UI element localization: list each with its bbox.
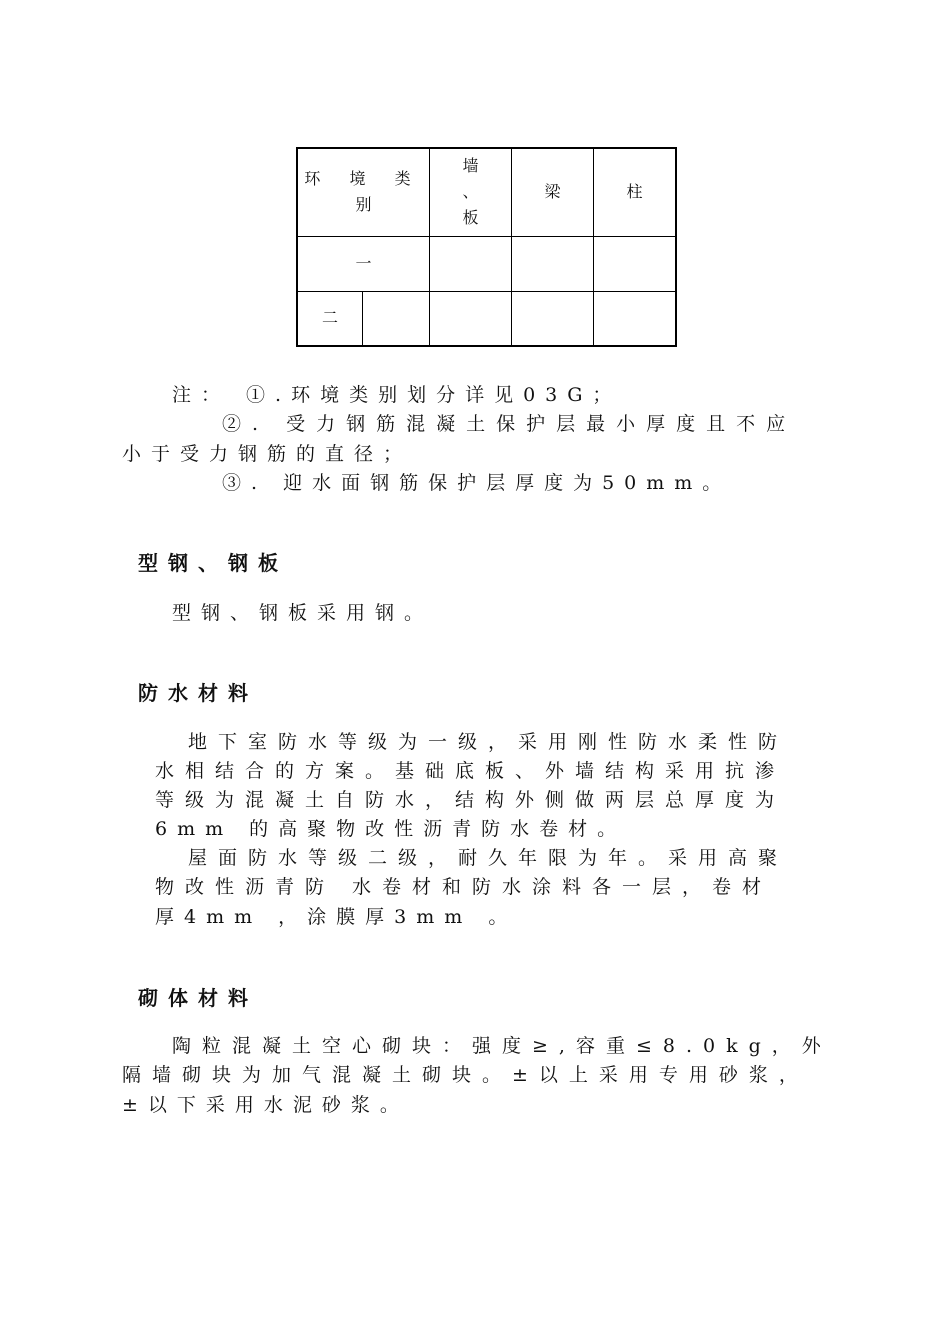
note-line-1: 注： ①.环境类别划分详见03G； <box>172 384 622 406</box>
row-2-cell <box>512 291 594 346</box>
masonry-line1: 陶粒混凝土空心砌块：强度≥,容重≤8.0kg，外 <box>172 1035 832 1057</box>
row-1-cell <box>594 236 677 291</box>
row-1-cell <box>430 236 512 291</box>
header-wall-line1: 墙 <box>462 156 479 176</box>
header-env-category <box>297 148 430 236</box>
header-column: 柱 <box>594 148 677 236</box>
waterproof-p1-line4: 6mm 的高聚物改性沥青防水卷材。 <box>155 818 627 840</box>
row-2-cell <box>594 291 677 346</box>
header-env-line2: 别 <box>355 195 372 215</box>
section-heading-waterproof: 防水材料 <box>138 681 258 705</box>
row-1-label: 一 <box>297 236 430 291</box>
cover-thickness-table <box>296 147 677 347</box>
section-heading-masonry: 砌体材料 <box>138 986 258 1010</box>
waterproof-p1-line1: 地下室防水等级为一级，采用刚性防水柔性防 <box>188 731 789 753</box>
row-2-cell <box>363 291 430 346</box>
row-2-label: 二 <box>297 291 363 346</box>
header-beam: 梁 <box>512 148 594 236</box>
note-line-3: 小于受力钢筋的直径； <box>122 443 413 465</box>
waterproof-p2-line1: 屋面防水等级二级，耐久年限为年。采用高聚 <box>188 847 789 869</box>
row-1-cell <box>512 236 594 291</box>
section-body-steel: 型钢、钢板采用钢。 <box>172 602 434 624</box>
header-wall-line3: 板 <box>462 208 479 228</box>
header-wall-slab <box>430 148 512 236</box>
row-2-cell <box>430 291 512 346</box>
section-heading-steel: 型钢、钢板 <box>138 551 288 575</box>
header-env-line1: 环 境 类 <box>304 169 423 189</box>
waterproof-p1-line2: 水相结合的方案。基础底板、外墙结构采用抗渗 <box>155 760 786 782</box>
header-wall-line2: 、 <box>462 182 479 202</box>
waterproof-p1-line3: 等级为混凝土自防水，结构外侧做两层总厚度为 <box>155 789 786 811</box>
note-line-2: ②. 受力钢筋混凝土保护层最小厚度且不应 <box>222 413 797 435</box>
waterproof-p2-line2: 物改性沥青防 水卷材和防水涂料各一层，卷材 <box>155 876 773 898</box>
masonry-line2: 隔墙砌块为加气混凝土砌块。±以上采用专用砂浆， <box>122 1064 809 1086</box>
masonry-line3: ±以下采用水泥砂浆。 <box>122 1094 409 1116</box>
note-line-4: ③. 迎水面钢筋保护层厚度为50mm。 <box>222 472 732 494</box>
waterproof-p2-line3: 厚4mm ，涂膜厚3mm 。 <box>155 906 518 928</box>
